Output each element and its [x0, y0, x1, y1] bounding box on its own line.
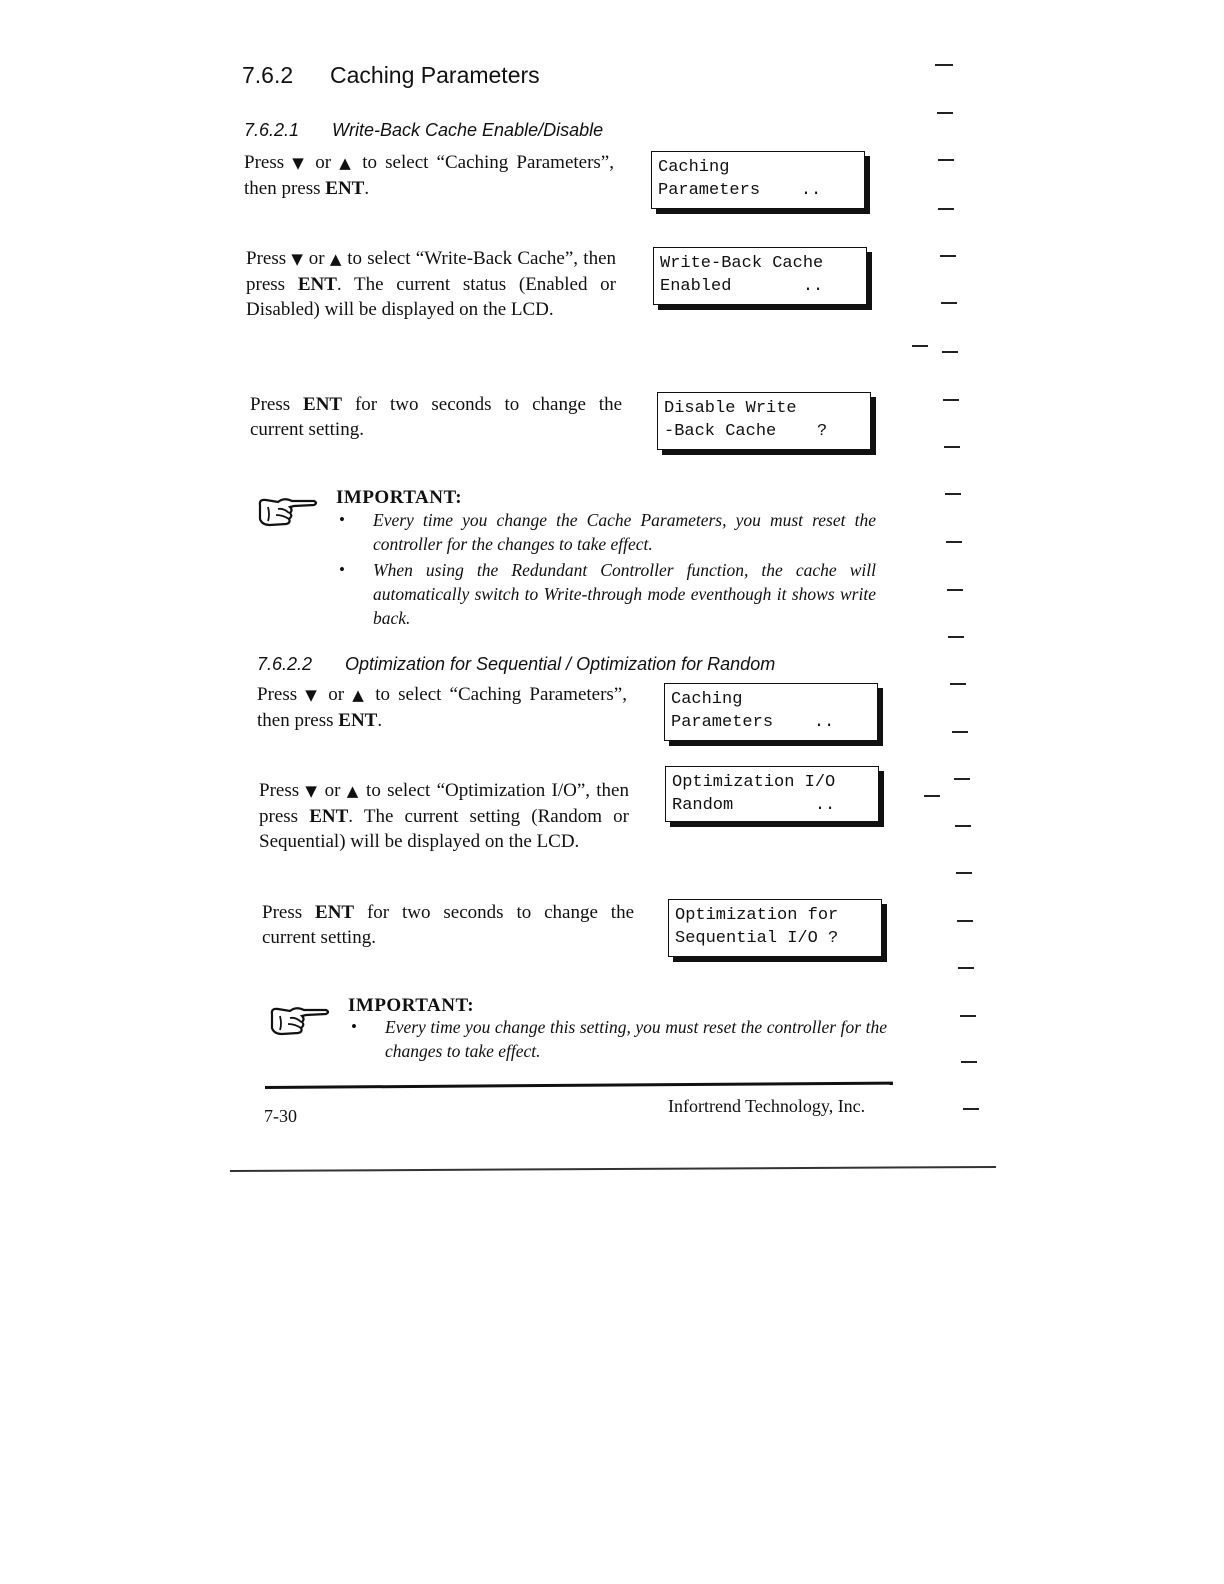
text-or: or — [308, 248, 325, 269]
up-arrow-icon: ▲ — [352, 686, 368, 704]
margin-mark — [943, 399, 959, 401]
lcd-line-1: Caching — [671, 690, 743, 709]
text-end: for two seconds to change the current setting. — [262, 902, 635, 948]
key-ent: ENT — [315, 902, 355, 923]
text-end: . The current status (Enabled or Disabled) will be displayed on the LCD. — [246, 274, 617, 320]
instruction-paragraph — [244, 150, 614, 201]
down-arrow-icon: ▼ — [292, 154, 308, 172]
bullet-dot: • — [339, 560, 345, 579]
text-body: to select “Optimization I/O”, then press — [259, 780, 629, 827]
section-title: Caching Parameters — [330, 62, 540, 88]
bullet-text: When using the Redundant Controller function, the cache will automatically switch to Write-through mode eventhough it shows write back. — [373, 560, 876, 628]
lcd-line-2: Parameters .. — [658, 181, 822, 200]
key-ent: ENT — [325, 178, 365, 199]
text-press: Press — [250, 394, 291, 415]
down-arrow-icon: ▼ — [291, 250, 304, 268]
section-number: 7.6.2 — [242, 62, 294, 88]
lcd-line-2: Parameters .. — [671, 713, 835, 732]
margin-mark — [937, 112, 953, 114]
text-end: . — [364, 178, 370, 199]
margin-mark — [941, 302, 957, 304]
company-name: Infortrend Technology, Inc. — [668, 1096, 866, 1116]
text-body: to select “Caching Parameters”, then press — [244, 152, 614, 199]
footer-rule — [265, 1082, 893, 1089]
text-press: Press — [259, 780, 300, 801]
lcd-display — [665, 766, 879, 822]
lcd-display — [653, 247, 867, 305]
margin-mark — [935, 64, 953, 66]
bullet-text: Every time you change the Cache Parameters, you must reset the controller for the changes to take effect. — [373, 510, 876, 554]
lcd-line-2: Random .. — [672, 796, 836, 815]
lcd-line-1: Caching — [658, 158, 730, 177]
bullet-text: Every time you change this setting, you must reset the controller for the changes to take effect. — [385, 1017, 887, 1061]
important-title: IMPORTANT: — [348, 995, 475, 1016]
important-bullet — [351, 1015, 887, 1063]
text-or: or — [324, 780, 341, 801]
instruction-paragraph — [259, 778, 629, 854]
scan-edge-line — [230, 1166, 996, 1172]
lcd-display — [664, 683, 878, 741]
lcd-line-1: Write-Back Cache — [660, 254, 824, 273]
instruction-paragraph — [262, 900, 634, 950]
margin-mark — [955, 825, 971, 827]
margin-mark — [960, 1015, 976, 1017]
margin-mark — [938, 159, 954, 161]
margin-mark — [938, 208, 954, 210]
subsection-heading-1 — [244, 120, 603, 141]
text-body: to select “Write-Back Cache”, then press — [246, 248, 616, 295]
important-bullet — [339, 508, 876, 556]
up-arrow-icon: ▲ — [339, 154, 355, 172]
margin-mark — [946, 541, 962, 543]
text-press: Press — [244, 152, 285, 173]
text-end: . The current setting (Random or Sequential) will be displayed on the LCD. — [259, 806, 629, 852]
subsection-title: Write-Back Cache Enable/Disable — [332, 120, 604, 140]
text-or: or — [328, 684, 345, 705]
margin-mark — [944, 446, 960, 448]
key-ent: ENT — [309, 806, 349, 827]
margin-mark — [963, 1108, 979, 1110]
margin-mark — [924, 795, 940, 797]
important-title: IMPORTANT: — [336, 487, 463, 508]
up-arrow-icon: ▲ — [346, 782, 360, 800]
margin-mark — [942, 351, 958, 353]
lcd-line-2: Enabled .. — [660, 277, 824, 296]
instruction-paragraph — [246, 246, 616, 322]
key-ent: ENT — [338, 710, 378, 731]
bullet-dot: • — [351, 1017, 357, 1036]
margin-mark — [954, 778, 970, 780]
subsection-title: Optimization for Sequential / Optimization for Random — [345, 654, 776, 674]
lcd-line-2: Sequential I/O ? — [675, 929, 839, 948]
down-arrow-icon: ▼ — [305, 782, 319, 800]
lcd-display — [657, 392, 871, 450]
section-heading — [242, 62, 540, 89]
margin-mark — [957, 920, 973, 922]
key-ent: ENT — [303, 394, 343, 415]
text-or: or — [315, 152, 332, 173]
lcd-display — [651, 151, 865, 209]
margin-mark — [961, 1061, 977, 1063]
instruction-paragraph — [257, 682, 627, 733]
margin-mark — [945, 493, 961, 495]
important-bullet — [339, 558, 876, 630]
subsection-number: 7.6.2.2 — [257, 654, 313, 674]
text-press: Press — [257, 684, 298, 705]
pointing-hand-icon — [268, 1004, 330, 1038]
subsection-heading-2 — [257, 654, 775, 675]
text-end: . — [377, 710, 383, 731]
margin-mark — [940, 255, 956, 257]
margin-mark — [956, 872, 972, 874]
margin-mark — [912, 345, 928, 347]
margin-mark — [948, 636, 964, 638]
up-arrow-icon: ▲ — [329, 250, 342, 268]
key-ent: ENT — [297, 274, 337, 295]
margin-mark — [947, 589, 963, 591]
text-end: for two seconds to change the current setting. — [250, 394, 623, 440]
text-press: Press — [246, 248, 287, 269]
lcd-line-2: -Back Cache ? — [664, 422, 828, 441]
bullet-dot: • — [339, 510, 345, 529]
down-arrow-icon: ▼ — [305, 686, 321, 704]
lcd-display — [668, 899, 882, 957]
subsection-number: 7.6.2.1 — [244, 120, 300, 140]
pointing-hand-icon — [256, 495, 318, 529]
margin-mark — [952, 731, 968, 733]
lcd-line-1: Optimization for — [675, 906, 839, 925]
page-number: 7-30 — [264, 1106, 297, 1126]
margin-mark — [950, 683, 966, 685]
text-press: Press — [262, 902, 303, 923]
lcd-line-1: Optimization I/O — [672, 773, 836, 792]
text-body: to select “Caching Parameters”, then press — [257, 684, 627, 731]
lcd-line-1: Disable Write — [664, 399, 797, 418]
margin-mark — [958, 967, 974, 969]
instruction-paragraph — [250, 392, 622, 442]
